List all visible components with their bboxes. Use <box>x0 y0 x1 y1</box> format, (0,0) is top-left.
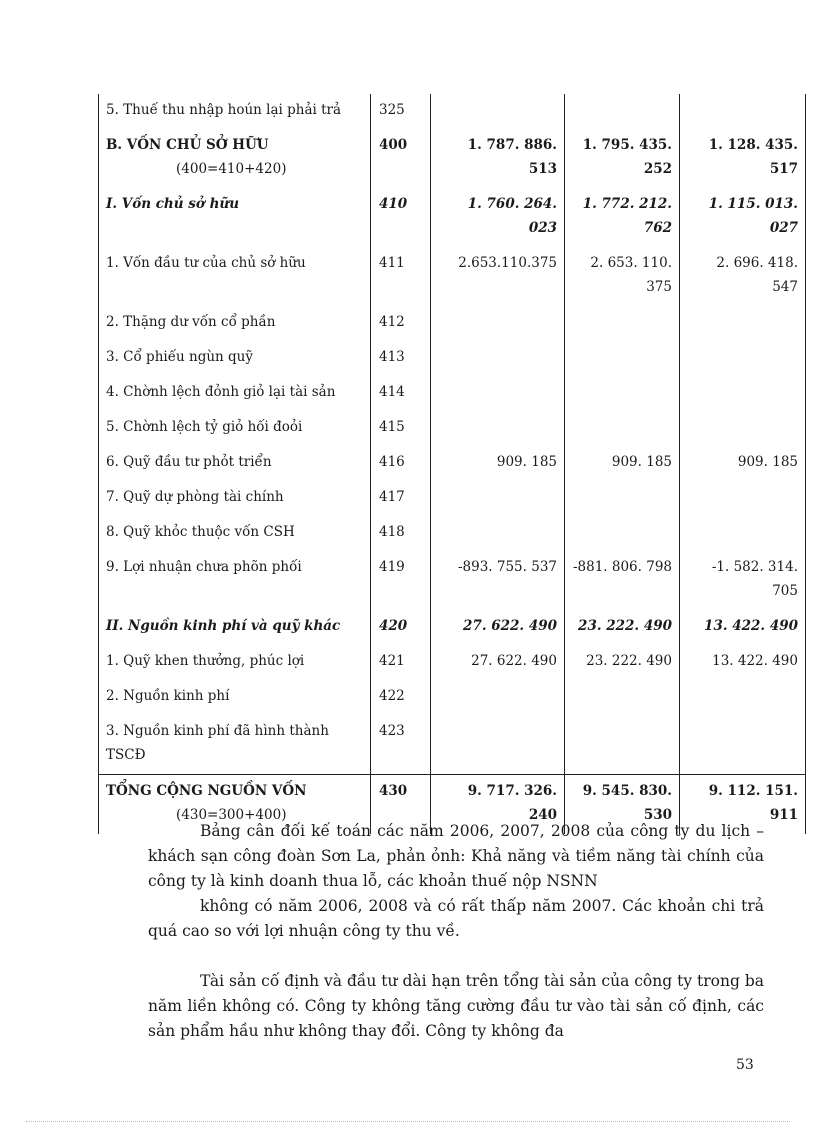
value-2006 <box>431 341 565 376</box>
paragraph: không có năm 2006, 2008 và có rất thấp năm 2007. Các khoản chi trả quá cao so với lợi nhuận công ty thu về. <box>148 897 764 940</box>
row-label: TỔNG CỘNG NGUỒN VỐN <box>106 783 307 799</box>
value-2007 <box>565 516 680 551</box>
row-code: 415 <box>371 411 431 446</box>
value-2006 <box>431 306 565 341</box>
row-label: 2. Thặng dư vốn cổ phần <box>99 306 371 341</box>
row-label-cell <box>99 129 371 188</box>
table-row <box>99 610 806 645</box>
value-2007 <box>565 481 680 516</box>
value-2007: 909. 185 <box>565 446 680 481</box>
value-2008 <box>680 680 806 715</box>
row-code: 423 <box>371 715 431 775</box>
row-code: 420 <box>371 610 431 645</box>
table-row <box>99 94 806 129</box>
row-label: 2. Nguồn kinh phí <box>99 680 371 715</box>
value-2006 <box>431 376 565 411</box>
value-2008: 13. 422. 490 <box>680 645 806 680</box>
value-2007: 23. 222. 490 <box>565 645 680 680</box>
paragraph: Tài sản cố định và đầu tư dài hạn trên tổng tài sản của công ty trong ba năm liền không có. Công ty không tăng cường đầu tư vào tài sản cố định, các sản phẩm hầu như không thay đổi. Công ty không đa <box>148 972 764 1040</box>
value-2007: 2. 653. 110. 375 <box>565 247 680 306</box>
value-2006 <box>431 94 565 129</box>
row-code: 325 <box>371 94 431 129</box>
row-label: 6. Quỹ đầu tư phỏt triển <box>99 446 371 481</box>
row-code: 414 <box>371 376 431 411</box>
value-2008: 909. 185 <box>680 446 806 481</box>
row-label: I. Vốn chủ sở hữu <box>99 188 371 247</box>
row-code: 400 <box>371 129 431 188</box>
table-row <box>99 680 806 715</box>
value-2008 <box>680 481 806 516</box>
row-code: 419 <box>371 551 431 610</box>
table-row <box>99 247 806 306</box>
value-2008: 1. 128. 435. 517 <box>680 129 806 188</box>
row-formula: (430=300+400) <box>176 807 287 823</box>
value-2007 <box>565 94 680 129</box>
value-2007 <box>565 411 680 446</box>
table-row <box>99 446 806 481</box>
row-code: 430 <box>371 775 431 835</box>
value-2006: 909. 185 <box>431 446 565 481</box>
row-label: B. VỐN CHỦ SỞ HỮU <box>106 137 269 153</box>
value-2006: -893. 755. 537 <box>431 551 565 610</box>
value-2008: -1. 582. 314. 705 <box>680 551 806 610</box>
value-2008 <box>680 715 806 775</box>
value-2006 <box>431 516 565 551</box>
balance-sheet-table <box>98 94 806 834</box>
value-2007: -881. 806. 798 <box>565 551 680 610</box>
table-row <box>99 645 806 680</box>
value-2006 <box>431 680 565 715</box>
value-2008 <box>680 411 806 446</box>
row-formula: (400=410+420) <box>176 161 287 177</box>
row-label: 9. Lợi nhuận chưa phõn phối <box>99 551 371 610</box>
row-label: 3. Cổ phiếu ngùn quỹ <box>99 341 371 376</box>
value-2008: 1. 115. 013. 027 <box>680 188 806 247</box>
value-2007 <box>565 306 680 341</box>
value-2006: 1. 787. 886. 513 <box>431 129 565 188</box>
value-2007 <box>565 341 680 376</box>
value-2007: 1. 772. 212. 762 <box>565 188 680 247</box>
row-code: 410 <box>371 188 431 247</box>
value-2007: 9. 545. 830. 530 <box>565 775 680 835</box>
table-row <box>99 516 806 551</box>
value-2006: 27. 622. 490 <box>431 610 565 645</box>
table-row <box>99 306 806 341</box>
row-label: 7. Quỹ dự phòng tài chính <box>99 481 371 516</box>
table-row <box>99 376 806 411</box>
value-2008: 2. 696. 418. 547 <box>680 247 806 306</box>
row-code: 411 <box>371 247 431 306</box>
paragraph: Bảng cân đối kế toán các năm 2006, 2007, 2008 của công ty du lịch – khách sạn công đoàn Sơn La, phản ỏnh: Khả năng và tiềm năng tài chính của công ty là kinh doanh thua lỗ, các khoản thuế nộp NSNN <box>148 822 764 890</box>
value-2006 <box>431 715 565 775</box>
table-row <box>99 188 806 247</box>
value-2008 <box>680 94 806 129</box>
row-code: 421 <box>371 645 431 680</box>
value-2006 <box>431 481 565 516</box>
row-code: 416 <box>371 446 431 481</box>
row-label: 1. Quỹ khen thưởng, phúc lợi <box>99 645 371 680</box>
value-2006: 2.653.110.375 <box>431 247 565 306</box>
row-label: 8. Quỹ khỏc thuộc vốn CSH <box>99 516 371 551</box>
value-2006 <box>431 411 565 446</box>
table-row <box>99 715 806 775</box>
row-label: 5. Thuế thu nhập hoún lại phải trả <box>99 94 371 129</box>
value-2008 <box>680 341 806 376</box>
table-row <box>99 411 806 446</box>
row-label: 1. Vốn đầu tư của chủ sở hữu <box>99 247 371 306</box>
row-code: 422 <box>371 680 431 715</box>
value-2006: 1. 760. 264. 023 <box>431 188 565 247</box>
row-code: 418 <box>371 516 431 551</box>
value-2008: 9. 112. 151. 911 <box>680 775 806 835</box>
value-2008 <box>680 516 806 551</box>
value-2008 <box>680 306 806 341</box>
page-number: 53 <box>736 1057 754 1073</box>
page-bottom-divider <box>26 1121 790 1122</box>
value-2006: 9. 717. 326. 240 <box>431 775 565 835</box>
row-code: 413 <box>371 341 431 376</box>
value-2007 <box>565 715 680 775</box>
row-label: 5. Chờnh lệch tỷ giỏ hối đoỏi <box>99 411 371 446</box>
table-row <box>99 551 806 610</box>
value-2007 <box>565 376 680 411</box>
value-2007 <box>565 680 680 715</box>
row-code: 417 <box>371 481 431 516</box>
row-label: 3. Nguồn kinh phí đã hình thành TSCĐ <box>99 715 371 775</box>
table-row <box>99 481 806 516</box>
value-2007: 23. 222. 490 <box>565 610 680 645</box>
value-2008 <box>680 376 806 411</box>
table-row <box>99 129 806 188</box>
value-2006: 27. 622. 490 <box>431 645 565 680</box>
row-code: 412 <box>371 306 431 341</box>
row-label: 4. Chờnh lệch đỏnh giỏ lại tài sản <box>99 376 371 411</box>
row-label: II. Nguồn kinh phí và quỹ khác <box>99 610 371 645</box>
value-2007: 1. 795. 435. 252 <box>565 129 680 188</box>
value-2008: 13. 422. 490 <box>680 610 806 645</box>
table-row <box>99 341 806 376</box>
